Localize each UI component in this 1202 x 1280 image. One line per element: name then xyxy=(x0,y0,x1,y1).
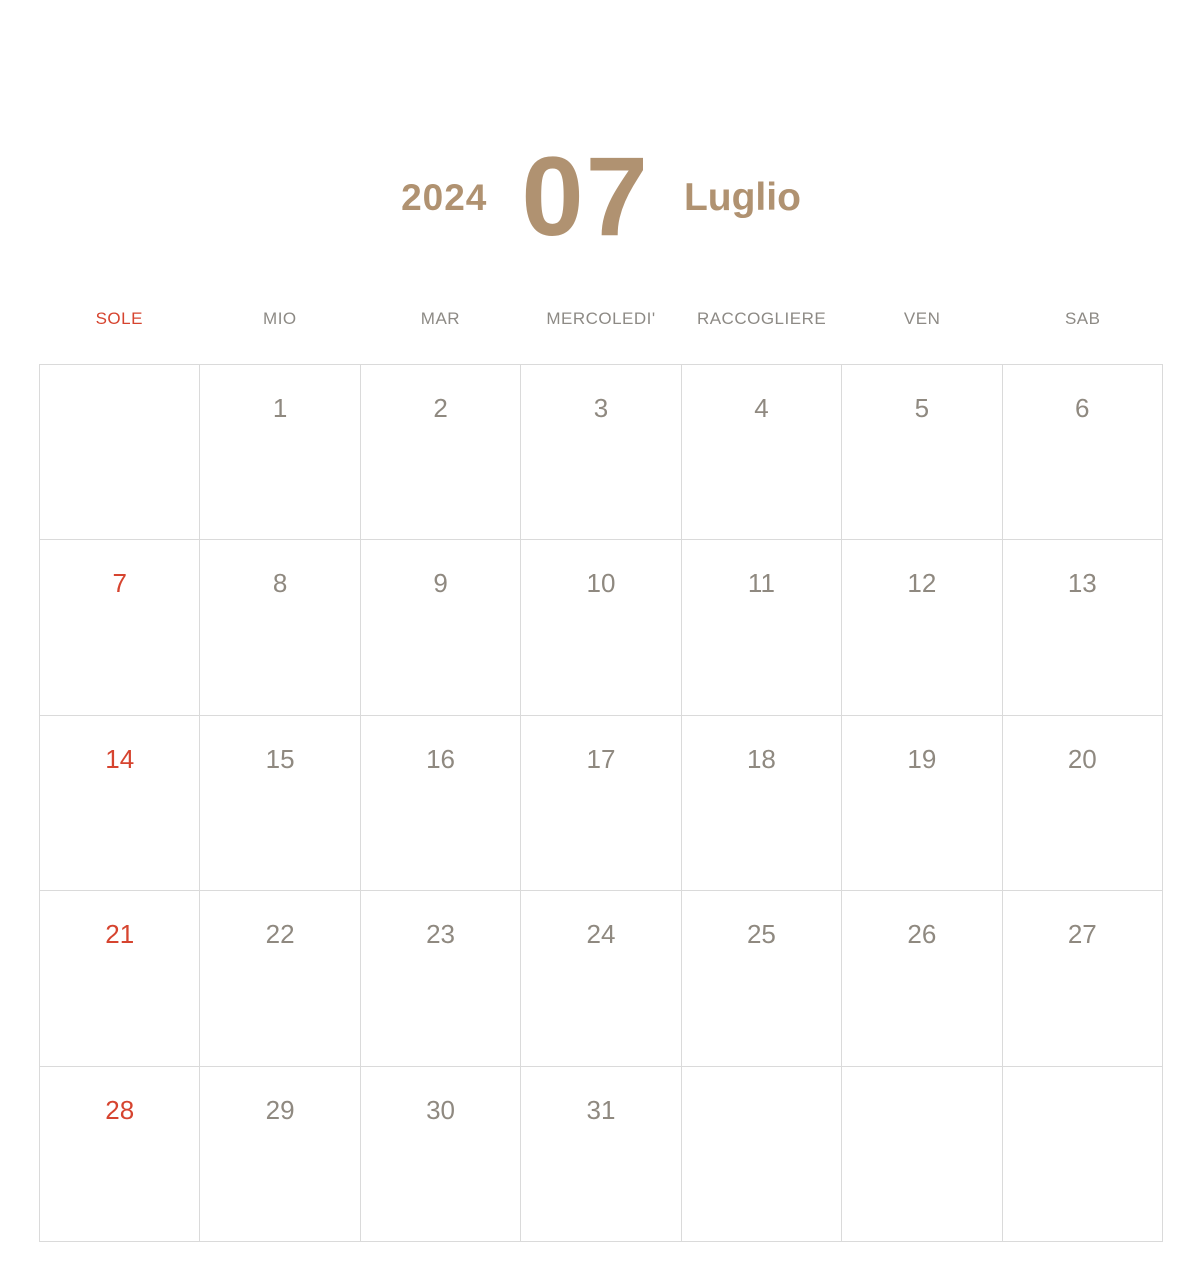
day-number: 6 xyxy=(1075,393,1090,423)
weekday-label-mio: MIO xyxy=(263,309,297,328)
weekday-label-sole: SOLE xyxy=(95,309,143,328)
day-cell-7 xyxy=(40,540,200,715)
calendar-title xyxy=(0,0,1202,394)
day-number: 3 xyxy=(593,393,609,423)
day-number: 27 xyxy=(1067,919,1097,950)
day-number: 18 xyxy=(746,743,776,774)
day-number: 24 xyxy=(586,919,616,950)
day-number: 5 xyxy=(914,393,930,423)
day-number: 14 xyxy=(105,743,135,774)
day-number: 30 xyxy=(426,1094,456,1125)
day-cell-5 xyxy=(842,365,1002,540)
day-cell-17 xyxy=(521,716,681,891)
day-number: 7 xyxy=(112,568,127,599)
day-cell-27 xyxy=(1003,891,1163,1066)
weekday-label-sab: SAB xyxy=(1064,309,1101,328)
day-number: 1 xyxy=(272,393,288,423)
calendar-grid xyxy=(39,364,1163,1242)
day-cell-28 xyxy=(40,1067,200,1242)
day-number: 15 xyxy=(265,743,295,774)
day-number: 2 xyxy=(433,393,448,423)
day-cell-14 xyxy=(40,716,200,891)
day-cell-empty xyxy=(842,1067,1002,1242)
day-cell-23 xyxy=(361,891,521,1066)
day-cell-empty xyxy=(682,1067,842,1242)
day-number: 8 xyxy=(272,568,288,599)
day-number: 21 xyxy=(105,919,135,950)
day-cell-9 xyxy=(361,540,521,715)
day-cell-6 xyxy=(1003,365,1163,540)
day-number: 13 xyxy=(1067,568,1097,599)
day-number: 19 xyxy=(907,743,937,774)
day-cell-29 xyxy=(200,1067,360,1242)
day-number: 22 xyxy=(265,919,295,950)
day-number: 28 xyxy=(105,1094,135,1125)
day-number: 25 xyxy=(746,919,776,950)
day-cell-26 xyxy=(842,891,1002,1066)
day-cell-21 xyxy=(40,891,200,1066)
day-cell-31 xyxy=(521,1067,681,1242)
day-cell-25 xyxy=(682,891,842,1066)
day-cell-2 xyxy=(361,365,521,540)
day-number: 17 xyxy=(586,743,616,774)
day-number: 20 xyxy=(1067,743,1097,774)
day-cell-12 xyxy=(842,540,1002,715)
day-number: 11 xyxy=(747,568,775,599)
weekday-header-row xyxy=(39,310,1163,328)
day-cell-22 xyxy=(200,891,360,1066)
day-number: 9 xyxy=(433,568,448,599)
weekday-label-mar: MAR xyxy=(420,309,461,328)
day-cell-13 xyxy=(1003,540,1163,715)
day-cell-18 xyxy=(682,716,842,891)
day-cell-15 xyxy=(200,716,360,891)
day-cell-30 xyxy=(361,1067,521,1242)
day-cell-16 xyxy=(361,716,521,891)
day-cell-4 xyxy=(682,365,842,540)
weekday-label-raccogliere: RACCOGLIERE xyxy=(696,309,827,328)
day-number: 31 xyxy=(586,1094,616,1125)
month-name-label: Luglio xyxy=(683,175,801,219)
day-number: 16 xyxy=(426,743,456,774)
month-number-label: 07 xyxy=(521,133,650,259)
day-number: 23 xyxy=(426,919,456,950)
day-number: 29 xyxy=(265,1094,295,1125)
day-number: 10 xyxy=(586,568,616,599)
day-cell-20 xyxy=(1003,716,1163,891)
weekday-label-mercoledi: MERCOLEDI' xyxy=(546,309,656,328)
day-number: 26 xyxy=(907,919,937,950)
day-cell-1 xyxy=(200,365,360,540)
day-cell-11 xyxy=(682,540,842,715)
day-cell-19 xyxy=(842,716,1002,891)
weekday-label-ven: VEN xyxy=(903,309,941,328)
year-label: 2024 xyxy=(401,176,488,218)
day-cell-3 xyxy=(521,365,681,540)
day-cell-8 xyxy=(200,540,360,715)
day-cell-10 xyxy=(521,540,681,715)
day-number: 4 xyxy=(754,393,769,423)
day-cell-empty xyxy=(40,365,200,540)
day-cell-24 xyxy=(521,891,681,1066)
day-cell-empty xyxy=(1003,1067,1163,1242)
day-number: 12 xyxy=(907,568,937,599)
